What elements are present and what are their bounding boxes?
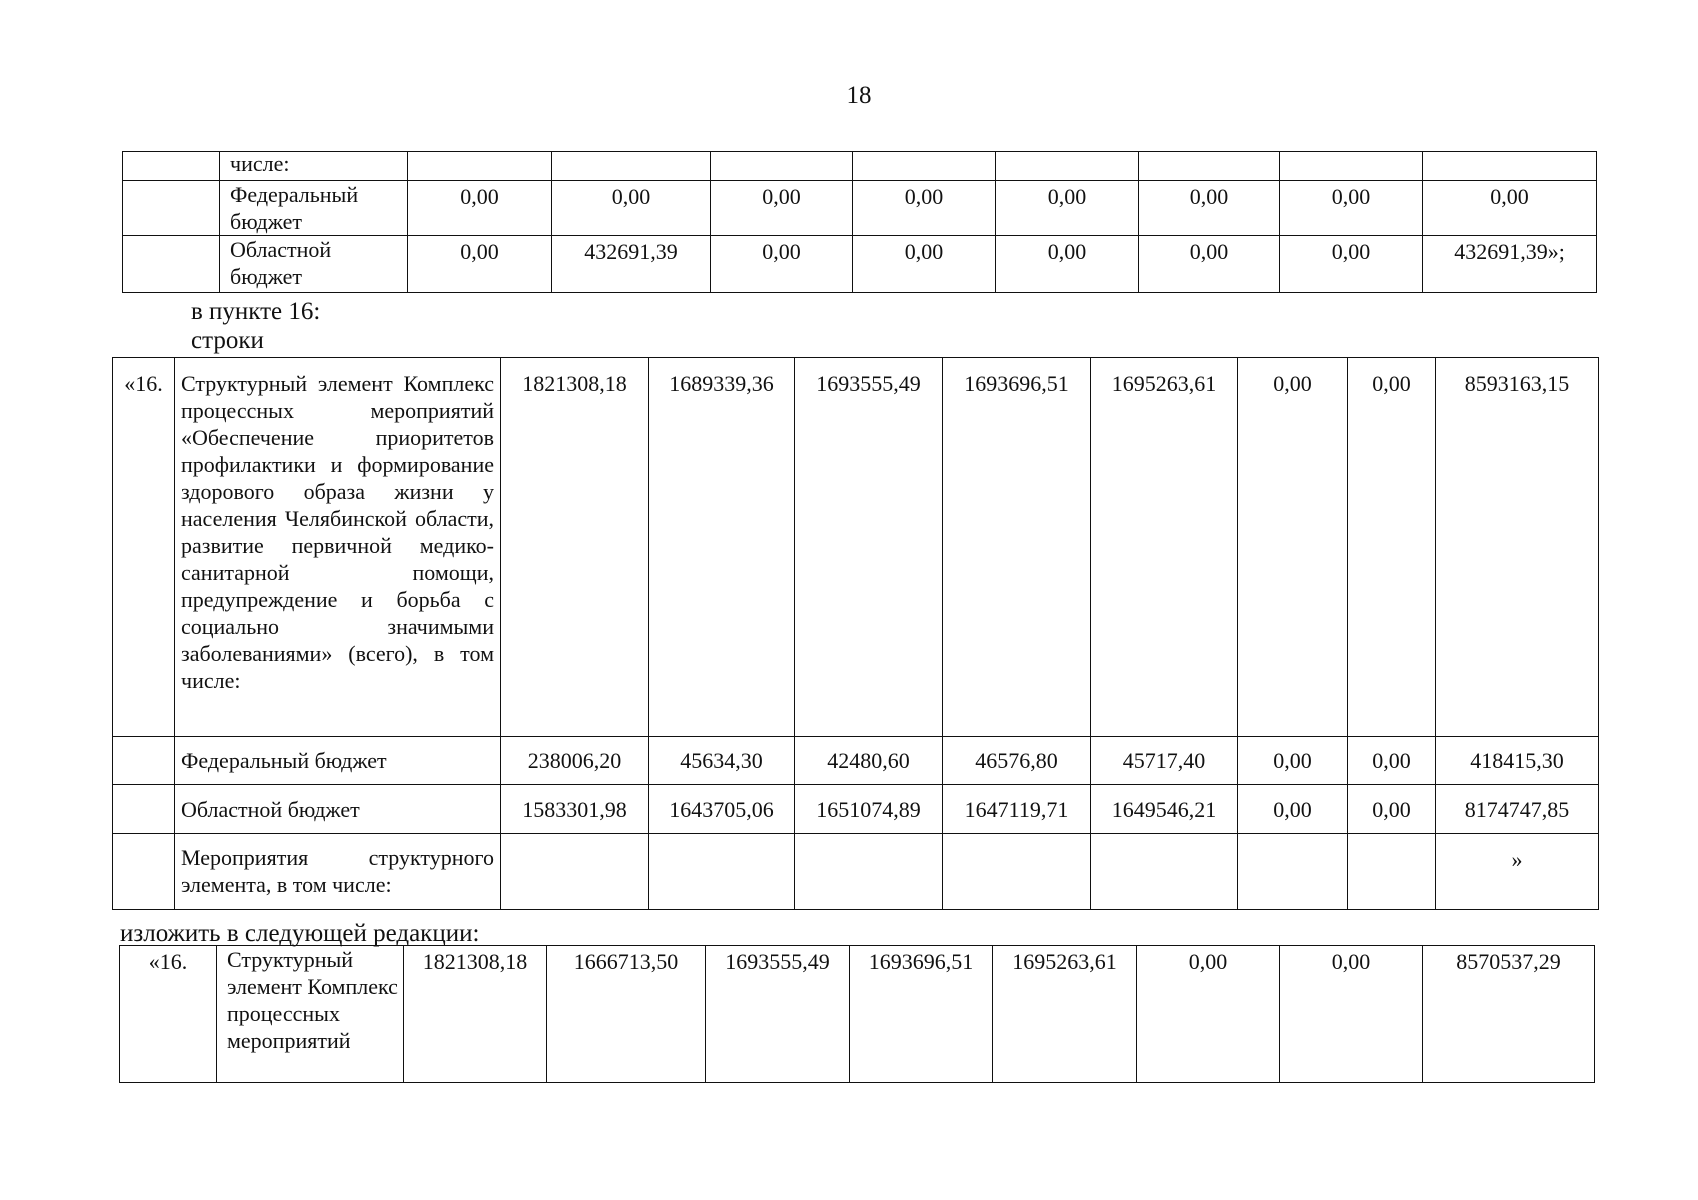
value-cell <box>649 834 795 910</box>
value-cell <box>853 152 996 181</box>
row-label: Структурный элемент Комплекс процессных мероприятий <box>217 946 404 1083</box>
value-cell <box>1139 152 1280 181</box>
value-cell: 1693696,51 <box>850 946 993 1083</box>
empty-cell <box>113 737 175 785</box>
value-cell: 0,00 <box>1423 181 1597 236</box>
value-cell: 0,00 <box>1348 737 1436 785</box>
row-label: Областной бюджет <box>220 236 408 293</box>
value-cell: 8593163,15 <box>1436 358 1599 737</box>
paragraph-lines: строки <box>191 327 264 354</box>
table-row <box>123 152 1597 181</box>
value-cell <box>1238 834 1348 910</box>
value-cell: 0,00 <box>1238 785 1348 834</box>
value-cell: 432691,39»; <box>1423 236 1597 293</box>
value-cell: 8570537,29 <box>1423 946 1595 1083</box>
empty-cell <box>113 785 175 834</box>
value-cell: 0,00 <box>711 181 853 236</box>
value-cell: 46576,80 <box>943 737 1091 785</box>
table-row <box>123 181 1597 236</box>
value-cell: 0,00 <box>996 236 1139 293</box>
row-label: Федеральный бюджет <box>220 181 408 236</box>
table-row <box>113 358 1599 737</box>
value-cell: 0,00 <box>1280 946 1423 1083</box>
value-cell: 0,00 <box>1280 181 1423 236</box>
table-row <box>123 236 1597 293</box>
value-cell: 8174747,85 <box>1436 785 1599 834</box>
value-cell <box>501 834 649 910</box>
row-number: «16. <box>120 946 217 1083</box>
value-cell: 0,00 <box>853 181 996 236</box>
value-cell: 1689339,36 <box>649 358 795 737</box>
table-row <box>113 737 1599 785</box>
empty-cell <box>113 834 175 910</box>
value-cell: 1821308,18 <box>404 946 547 1083</box>
value-cell: 1643705,06 <box>649 785 795 834</box>
value-cell: 1666713,50 <box>547 946 706 1083</box>
empty-cell <box>123 181 220 236</box>
value-cell: 45634,30 <box>649 737 795 785</box>
row-label: Федеральный бюджет <box>175 737 501 785</box>
value-cell: 1821308,18 <box>501 358 649 737</box>
value-cell: 0,00 <box>853 236 996 293</box>
value-cell: 432691,39 <box>552 236 711 293</box>
value-cell <box>1280 152 1423 181</box>
value-cell <box>1348 834 1436 910</box>
value-cell <box>996 152 1139 181</box>
value-cell: 42480,60 <box>795 737 943 785</box>
value-cell: 1651074,89 <box>795 785 943 834</box>
value-cell <box>1091 834 1238 910</box>
value-cell <box>943 834 1091 910</box>
value-cell: 0,00 <box>408 236 552 293</box>
value-cell: 418415,30 <box>1436 737 1599 785</box>
value-cell: 0,00 <box>711 236 853 293</box>
value-cell: 0,00 <box>1238 737 1348 785</box>
table-3 <box>119 945 1595 1083</box>
value-cell: 0,00 <box>1280 236 1423 293</box>
value-cell: 0,00 <box>1348 358 1436 737</box>
value-cell <box>795 834 943 910</box>
row-number: «16. <box>113 358 175 737</box>
value-cell: 1583301,98 <box>501 785 649 834</box>
row-label: Мероприятия структурного элемента, в том числе: <box>175 834 501 910</box>
value-cell: 0,00 <box>408 181 552 236</box>
value-cell: 1693555,49 <box>795 358 943 737</box>
row-label: числе: <box>220 152 408 181</box>
value-cell: 1693696,51 <box>943 358 1091 737</box>
value-cell: 1695263,61 <box>1091 358 1238 737</box>
table-2 <box>112 357 1599 910</box>
value-cell: 1695263,61 <box>993 946 1137 1083</box>
table-row <box>113 785 1599 834</box>
paragraph-new-edition: изложить в следующей редакции: <box>120 920 480 947</box>
value-cell: 0,00 <box>1348 785 1436 834</box>
value-cell: 0,00 <box>1238 358 1348 737</box>
value-cell: 45717,40 <box>1091 737 1238 785</box>
value-cell <box>711 152 853 181</box>
value-cell: 0,00 <box>1139 181 1280 236</box>
empty-cell <box>123 236 220 293</box>
page-number: 18 <box>846 82 872 109</box>
value-cell <box>552 152 711 181</box>
value-cell: 238006,20 <box>501 737 649 785</box>
value-cell <box>1423 152 1597 181</box>
value-cell: 1693555,49 <box>706 946 850 1083</box>
value-cell: 0,00 <box>1139 236 1280 293</box>
value-cell: 0,00 <box>1137 946 1280 1083</box>
paragraph-in-point-16: в пункте 16: <box>191 298 321 325</box>
table-row <box>113 834 1599 910</box>
value-cell: 0,00 <box>996 181 1139 236</box>
table-row <box>120 946 1595 1083</box>
row-label: Областной бюджет <box>175 785 501 834</box>
value-cell: 0,00 <box>552 181 711 236</box>
empty-cell <box>123 152 220 181</box>
value-cell: 1647119,71 <box>943 785 1091 834</box>
value-cell: 1649546,21 <box>1091 785 1238 834</box>
value-cell: » <box>1436 834 1599 910</box>
value-cell <box>408 152 552 181</box>
table-1 <box>122 151 1597 293</box>
row-label: Структурный элемент Комплекс процессных мероприятий «Обеспечение приоритетов профилактики и формирование здорового образа жизни у населения Челябинской области, развитие первичной медико-санитарной помощи, предупреждение и борьба с социально значимыми заболеваниями» (всего), в том числе: <box>175 358 501 737</box>
